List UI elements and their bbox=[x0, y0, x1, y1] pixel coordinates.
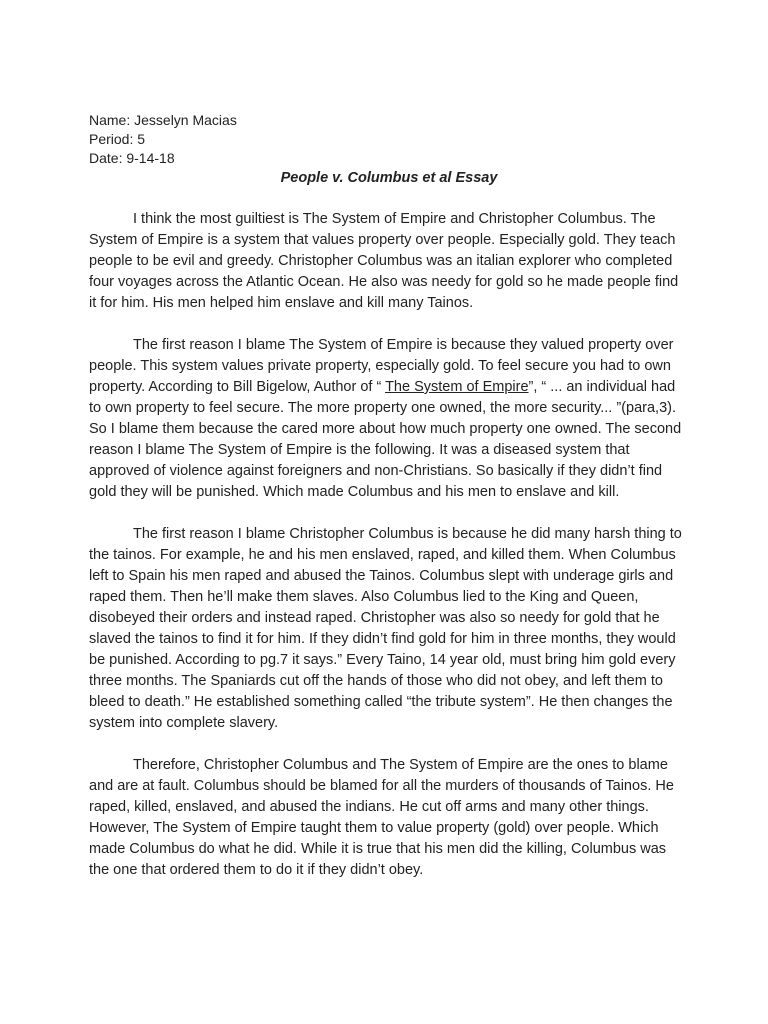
paragraph-text: The first reason I blame The System of Empire is because they valued property over people. This system values private property, especially gold. To feel secure you had to own property. According to Bill Bigelow, Author of “ bbox=[89, 337, 674, 395]
essay-title: People v. Columbus et al Essay bbox=[280, 170, 498, 186]
source-title-underlined: The System of Empire bbox=[385, 379, 529, 395]
student-name: Name: Jesselyn Macias bbox=[89, 112, 237, 128]
paragraph-text: ”, “ ... an individual had to own property to feel secure. The more property one owned, the more security... ”(para,3). So I blame them because the cared more about how much property one owned. The second reason I blame The System of Empire is the following. It was a diseased system that approved of violence against foreigners and non-Christians. So basically if they didn’t find gold they will be punished. Which made Columbus and his men to enslave and kill. bbox=[89, 379, 682, 500]
paragraph-conclusion: Therefore, Christopher Columbus and The System of Empire are the ones to blame and are at fault. Columbus should be blamed for all the murders of thousands of Tainos. He raped, killed, enslaved, and abused the indians. He cut off arms and many other things. However, The System of Empire taught them to value property (gold) over people. Which made Columbus do what he did. While it is true that his men did the killing, Columbus was the one that ordered them to do it if they didn’t obey. bbox=[89, 757, 674, 878]
paragraph-columbus: The first reason I blame Christopher Columbus is because he did many harsh thing to the tainos. For example, he and his men enslaved, raped, and killed them. When Columbus left to Spain his men raped and abused the Tainos. Columbus slept with underage girls and raped them. Then he’ll make them slaves. Also Columbus lied to the King and Queen, disobeyed their orders and instead raped. Christopher was also so needy for gold that he slaved the tainos to find it for him. If they didn’t find gold for him in three months, they would be punished. According to pg.7 it says.” Every Taino, 14 year old, must bring him gold every three months. The Spaniards cut off the hands of those who did not obey, and left them to bleed to death.” He established something called “the tribute system”. He then changes the system into complete slavery. bbox=[89, 526, 682, 731]
paragraph-intro: I think the most guiltiest is The System of Empire and Christopher Columbus. The System of Empire is a system that values property over people. Especially gold. They teach people to be evil and greedy. Christopher Columbus was an italian explorer who completed four voyages across the Atlantic Ocean. He also was needy for gold so he made people find it for him. His men helped him enslave and kill many Tainos. bbox=[89, 211, 679, 311]
paragraph-system-of-empire bbox=[89, 335, 689, 503]
essay-content bbox=[89, 111, 689, 902]
class-period: Period: 5 bbox=[89, 131, 146, 147]
essay-date: Date: 9-14-18 bbox=[89, 150, 175, 166]
